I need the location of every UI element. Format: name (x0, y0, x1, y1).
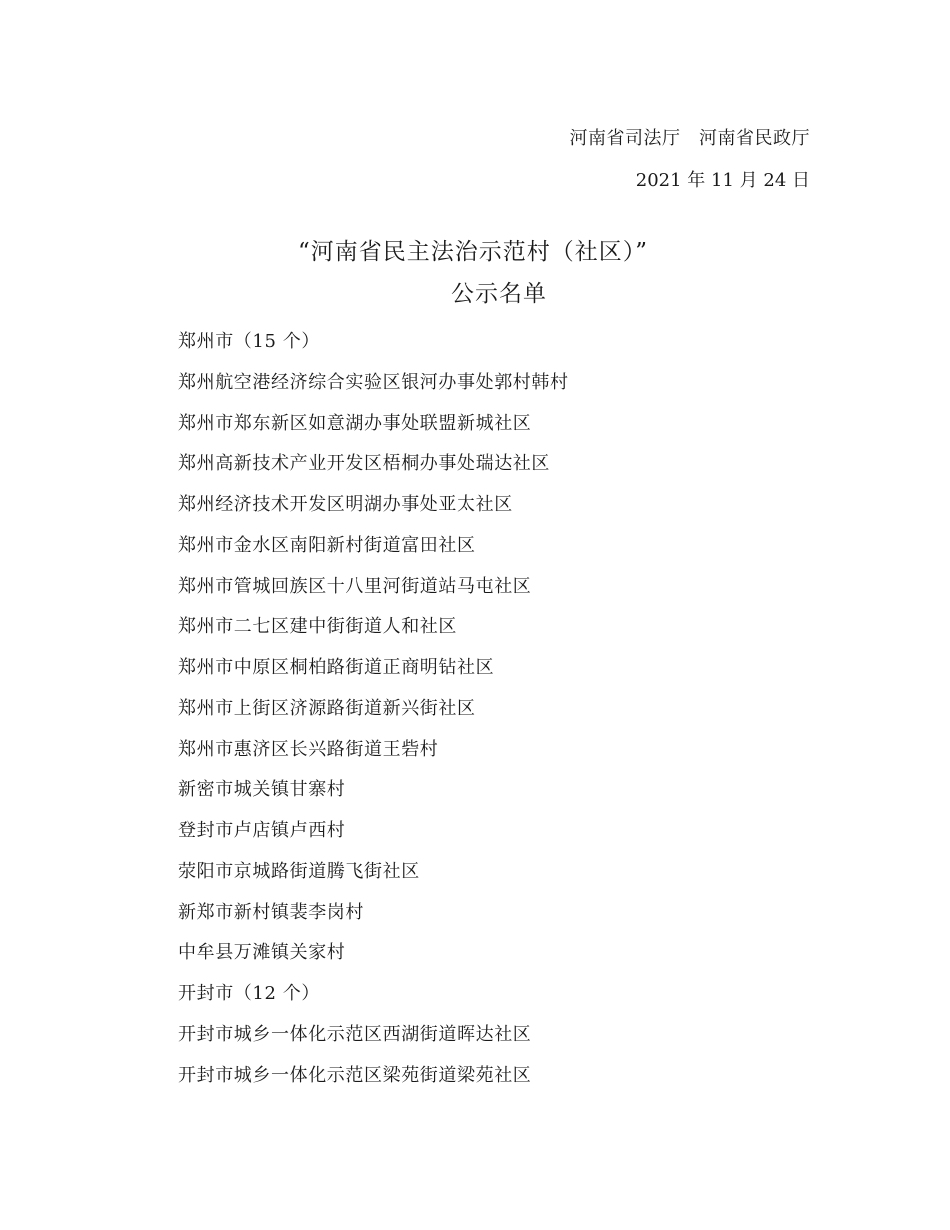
city-heading: 开封市（12 个） (178, 983, 321, 1004)
issue-date: 2021 年 11 月 24 日 (635, 170, 810, 191)
list-item: 郑州市二七区建中街街道人和社区 (178, 616, 457, 638)
list-item: 郑州航空港经济综合实验区银河办事处郭村韩村 (178, 371, 569, 393)
list-item: 郑州市金水区南阳新村街道富田社区 (178, 534, 476, 556)
list-item: 郑州市上街区济源路街道新兴街社区 (178, 697, 476, 719)
document-title: “河南省民主法治示范村（社区）” (297, 239, 649, 265)
list-item: 郑州市惠济区长兴路街道王砦村 (178, 738, 439, 760)
list-item: 荥阳市京城路街道腾飞街社区 (178, 860, 420, 882)
list-item: 开封市城乡一体化示范区西湖街道晖达社区 (178, 1023, 532, 1045)
list-item: 登封市卢店镇卢西村 (178, 820, 346, 841)
list-item: 新郑市新村镇裴李岗村 (178, 901, 364, 923)
list-item: 开封市城乡一体化示范区梁苑街道梁苑社区 (178, 1064, 532, 1086)
list-item: 郑州市中原区桐柏路街道正商明钻社区 (178, 657, 495, 678)
list-item: 中牟县万滩镇关家村 (178, 942, 346, 964)
list-item: 新密市城关镇甘寨村 (178, 779, 346, 801)
list-item: 郑州市管城回族区十八里河街道站马屯社区 (178, 575, 532, 597)
city-heading: 郑州市（15 个） (178, 331, 321, 352)
entry-list (178, 330, 569, 1104)
list-item: 郑州经济技术开发区明湖办事处亚太社区 (178, 494, 513, 515)
list-item: 郑州高新技术产业开发区梧桐办事处瑞达社区 (178, 453, 550, 475)
document-subtitle: 公示名单 (451, 281, 547, 307)
issuing-authorities: 河南省司法厅 河南省民政厅 (569, 128, 810, 149)
list-item: 郑州市郑东新区如意湖办事处联盟新城社区 (178, 412, 532, 434)
